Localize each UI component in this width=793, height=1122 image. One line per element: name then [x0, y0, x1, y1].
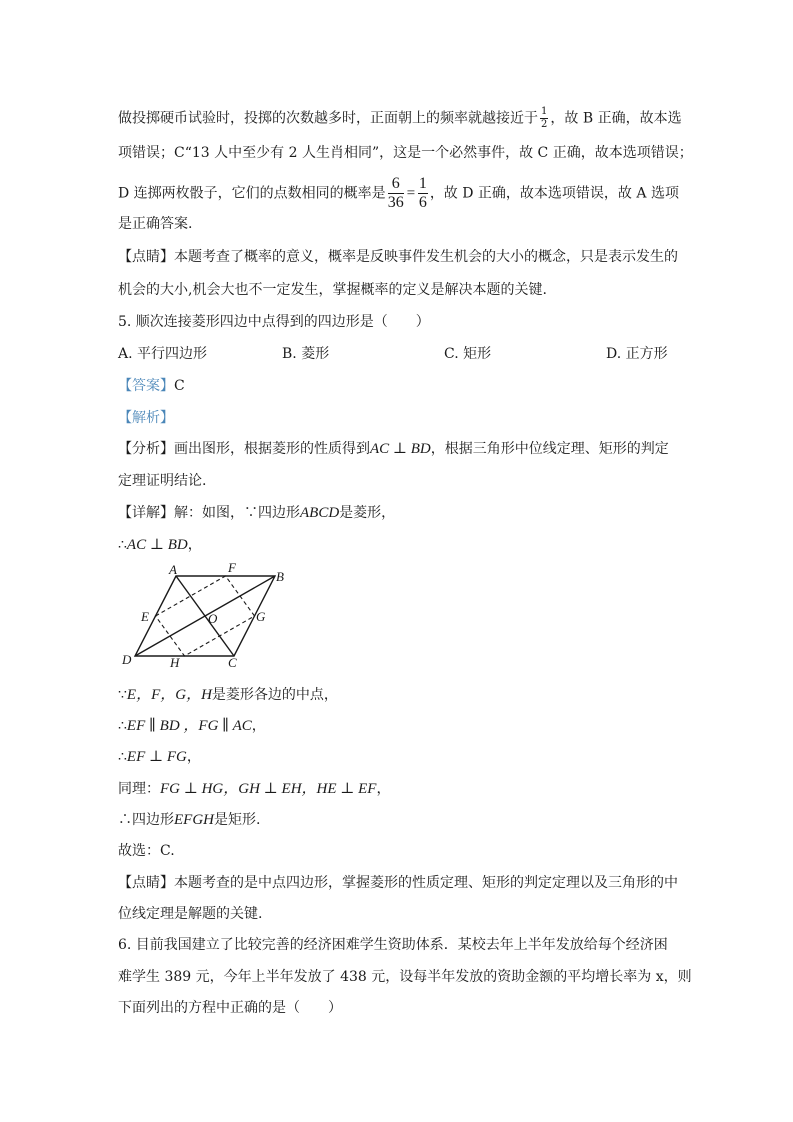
- comment-line: 【点睛】本题考查了概率的意义，概率是反映事件发生机会的大小的概念，只是表示发生的: [118, 249, 678, 265]
- option-b: B. 菱形: [282, 346, 330, 362]
- label-e: E: [141, 609, 149, 624]
- option-d: D. 正方形: [606, 346, 668, 362]
- proof-step: ∴四边形EFGH是矩形.: [118, 812, 261, 828]
- fraction-1-6: $\frac{1}{6}$: [418, 175, 427, 211]
- label-a: A: [169, 562, 177, 577]
- question-stem: 6. 目前我国建立了比较完善的经济困难学生资助体系．某校去年上半年发放给每个经济困: [118, 937, 668, 953]
- fraction-one-half: $\frac{1}{2}$: [541, 106, 548, 130]
- detail-line: 【详解】解：如图，∵四边形ABCD是菱形，: [118, 505, 396, 521]
- proof-step: ∴AC ⊥ BD，: [118, 537, 202, 553]
- comment-line: 位线定理是解题的关键.: [118, 906, 263, 922]
- text-line: 项错误；C“13 人中至少有 2 人生肖相同”，这是一个必然事件，故 C 正确，故本选项错误；: [118, 145, 693, 161]
- proof-step: 故选：C.: [118, 843, 175, 859]
- label-g: G: [256, 609, 266, 624]
- analysis-tag: 【解析】: [118, 410, 174, 426]
- answer-value: C: [174, 378, 185, 394]
- analysis-line: 【分析】画出图形，根据菱形的性质得到AC ⊥ BD，根据三角形中位线定理、矩形的判定: [118, 441, 669, 457]
- comment-line: 机会的大小,机会大也不一定发生，掌握概率的定义是解决本题的关键.: [118, 282, 547, 298]
- label-d: D: [122, 652, 132, 667]
- text-line: 做投掷硬币试验时，投掷的次数越多时，正面朝上的频率就越接近于 $\frac{1}{2}$ ，故 B 正确，故本选: [118, 106, 682, 130]
- label-f: F: [228, 560, 236, 575]
- label-c: C: [228, 655, 237, 670]
- question-stem: 5. 顺次连接菱形四边中点得到的四边形是（ ）: [118, 314, 430, 330]
- rhombus-figure: [118, 560, 293, 675]
- comment-line: 【点睛】本题考查的是中点四边形，掌握菱形的性质定理、矩形的判定定理以及三角形的中: [118, 875, 678, 891]
- options-row: [118, 344, 678, 364]
- question-stem: 难学生 389 元，今年上半年发放了 438 元，设每半年发放的资助金额的平均增长率为 x，则: [118, 969, 692, 985]
- option-c: C. 矩形: [444, 346, 492, 362]
- text-line: D 连掷两枚骰子，它们的点数相同的概率是 $\frac{6}{36}$ = $\frac{1}{6}$ ，故 D 正确，故本选项错误，故 A 选项: [118, 175, 679, 211]
- proof-step: ∴EF ⊥ FG，: [118, 749, 201, 765]
- analysis-line: 定理证明结论.: [118, 473, 207, 489]
- label-b: B: [276, 569, 284, 584]
- label-o: O: [208, 611, 218, 626]
- answer-tag: 【答案】: [118, 378, 174, 394]
- answer-line: [118, 376, 185, 396]
- proof-step: 同理：FG ⊥ HG，GH ⊥ EH，HE ⊥ EF，: [118, 781, 391, 797]
- proof-step: ∴EF ∥ BD ，FG ∥ AC，: [118, 718, 266, 734]
- question-stem: 下面列出的方程中正确的是（ ）: [118, 1000, 342, 1016]
- option-a: A. 平行四边形: [118, 346, 208, 362]
- proof-step: ∵E，F，G，H是菱形各边的中点，: [118, 687, 338, 703]
- label-h: H: [170, 655, 180, 670]
- fraction-6-36: $\frac{6}{36}$: [387, 175, 404, 211]
- text-line: 是正确答案.: [118, 216, 193, 232]
